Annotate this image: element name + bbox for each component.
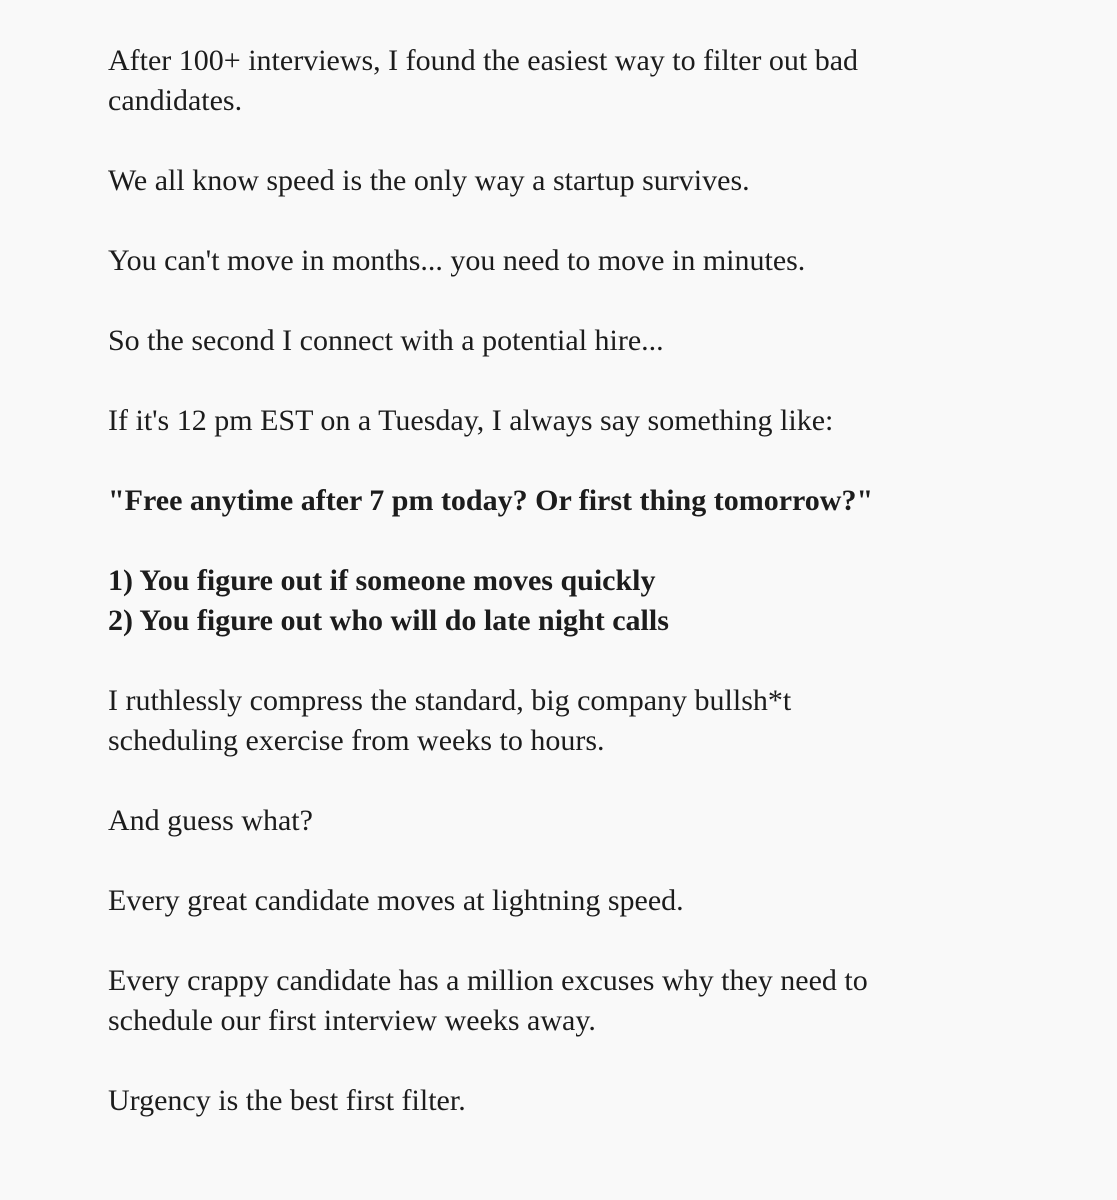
post-paragraph-urgency: Urgency is the best first filter. [108, 1084, 466, 1117]
post-paragraph-crappy-candidate: Every crappy candidate has a million excuses why they need to schedule our first interview weeks away. [108, 964, 868, 1037]
post-paragraph-compress: I ruthlessly compress the standard, big company bullsh*t scheduling exercise from weeks to hours. [108, 684, 792, 757]
post-paragraph-minutes: You can't move in months... you need to move in minutes. [108, 244, 806, 277]
post-body [108, 41, 1008, 1121]
post-paragraph-list: 1) You figure out if someone moves quickly 2) You figure out who will do late night calls [108, 564, 669, 637]
post-paragraph-great-candidate: Every great candidate moves at lightning speed. [108, 884, 684, 917]
post-paragraph-guess: And guess what? [108, 804, 313, 837]
post-paragraph-quote: "Free anytime after 7 pm today? Or first thing tomorrow?" [108, 484, 874, 517]
post-paragraph-speed: We all know speed is the only way a startup survives. [108, 164, 750, 197]
post-paragraph-intro: After 100+ interviews, I found the easiest way to filter out bad candidates. [108, 44, 859, 117]
post-paragraph-tuesday: If it's 12 pm EST on a Tuesday, I always say something like: [108, 404, 834, 437]
post-paragraph-connect: So the second I connect with a potential hire... [108, 324, 664, 357]
